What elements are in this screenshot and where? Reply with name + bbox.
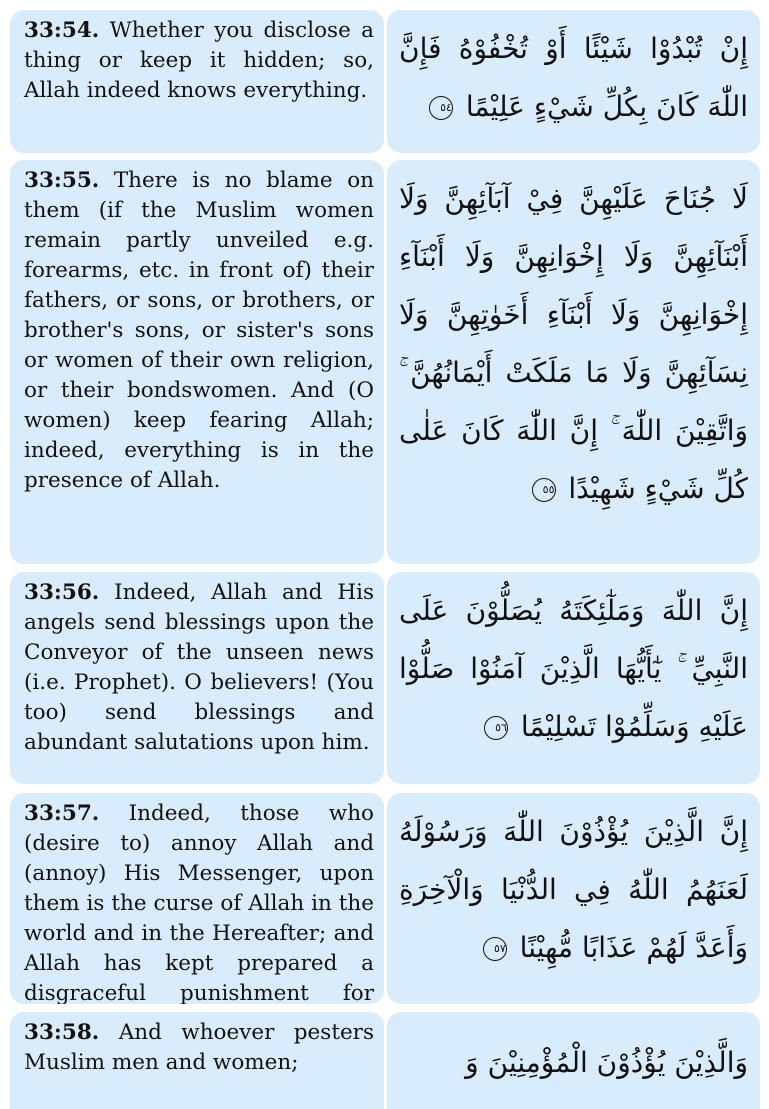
- english-translation-cell: [10, 160, 384, 564]
- arabic-text-cell: [387, 1012, 760, 1109]
- ayah-end-marker: ٥٧: [483, 937, 507, 961]
- verse-row: [10, 10, 760, 153]
- verse-reference: 33:54.: [24, 18, 100, 43]
- english-translation-cell: [10, 10, 384, 153]
- arabic-text: إِنَّ الَّذِيْنَ يُؤْذُوْنَ اللّٰهَ وَرَسُوْلَهُ لَعَنَهُمُ اللّٰهُ فِي الدُّنْيَا وَالْآخِرَةِ وَأَعَدَّ لَهُمْ عَذَابًا مُّهِيْنًا: [399, 815, 748, 964]
- arabic-verse: [399, 20, 748, 136]
- english-translation: [24, 578, 374, 758]
- arabic-verse: [399, 1034, 748, 1092]
- ayah-end-marker: ٥٦: [484, 716, 508, 740]
- arabic-verse: [399, 170, 748, 518]
- english-translation: [24, 16, 374, 106]
- translation-text: There is no blame on them (if the Muslim women remain partly unveiled e.g. forearms, etc. in front of) their fathers, or sons, or brothers, or brother's sons, or sister's sons or women of their own religion, or their bondswomen. And (O women) keep fearing Allah; indeed, everything is in the presence of Allah.: [24, 168, 374, 493]
- verse-row: [10, 1012, 760, 1109]
- arabic-text: وَالَّذِيْنَ يُؤْذُوْنَ الْمُؤْمِنِيْنَ وَ: [465, 1046, 748, 1079]
- arabic-text: لَا جُنَاحَ عَلَيْهِنَّ فِيْ آبَآئِهِنَّ وَلَا أَبْنَآئِهِنَّ وَلَا إِخْوَانِهِنَّ وَلَا أَبْنَآءِ إِخْوَانِهِنَّ وَلَا أَبْنَآءِ أَخَوٰتِهِنَّ وَلَا نِسَآئِهِنَّ وَلَا مَا مَلَكَتْ أَيْمَانُهُنَّ ۚ وَاتَّقِيْنَ اللّٰهَ ۚ إِنَّ اللّٰهَ كَانَ عَلٰى كُلِّ شَيْءٍ شَهِيْدًا: [399, 182, 748, 505]
- verse-row: [10, 160, 760, 564]
- verse-row: [10, 572, 760, 784]
- translation-text: And whoever pesters Muslim men and women;: [24, 1020, 374, 1075]
- english-translation-cell: [10, 793, 384, 1004]
- verse-reference: 33:57.: [24, 801, 100, 826]
- verse-reference: 33:55.: [24, 168, 100, 193]
- translation-text: Whether you disclose a thing or keep it hidden; so, Allah indeed knows everything.: [24, 18, 374, 103]
- english-translation-cell: [10, 1012, 384, 1109]
- english-translation: [24, 1018, 374, 1078]
- arabic-text-cell: [387, 160, 760, 564]
- ayah-end-marker: ٥٤: [429, 96, 453, 120]
- arabic-text: إِنْ تُبْدُوْا شَيْئًا أَوْ تُخْفُوْهُ فَإِنَّ اللّٰهَ كَانَ بِكُلِّ شَيْءٍ عَلِيْمًا: [399, 32, 748, 123]
- arabic-text-cell: [387, 10, 760, 153]
- arabic-text-cell: [387, 793, 760, 1004]
- arabic-verse: [399, 803, 748, 977]
- verse-reference: 33:56.: [24, 580, 100, 605]
- english-translation: [24, 799, 374, 1004]
- verse-row: [10, 793, 760, 1004]
- arabic-text: إِنَّ اللّٰهَ وَمَلٰٓئِكَتَهُ يُصَلُّوْنَ عَلَى النَّبِيِّ ۚ يٰٓأَيُّهَا الَّذِيْنَ آمَنُوْا صَلُّوْا عَلَيْهِ وَسَلِّمُوْا تَسْلِيْمًا: [399, 594, 748, 743]
- arabic-text-cell: [387, 572, 760, 784]
- verse-reference: 33:58.: [24, 1020, 100, 1045]
- translation-text: Indeed, Allah and His angels send blessings upon the Conveyor of the unseen news (i.e. Prophet). O believers! (You too) send blessings and abundant salutations upon him.: [24, 580, 374, 755]
- arabic-verse: [399, 582, 748, 756]
- ayah-end-marker: ٥٥: [532, 478, 556, 502]
- translation-text: Indeed, those who (desire to) annoy Allah and (annoy) His Messenger, upon them is the curse of Allah in the world and in the Hereafter; and Allah has kept prepared a disgraceful punishment for: [24, 801, 374, 1004]
- english-translation: [24, 166, 374, 496]
- english-translation-cell: [10, 572, 384, 784]
